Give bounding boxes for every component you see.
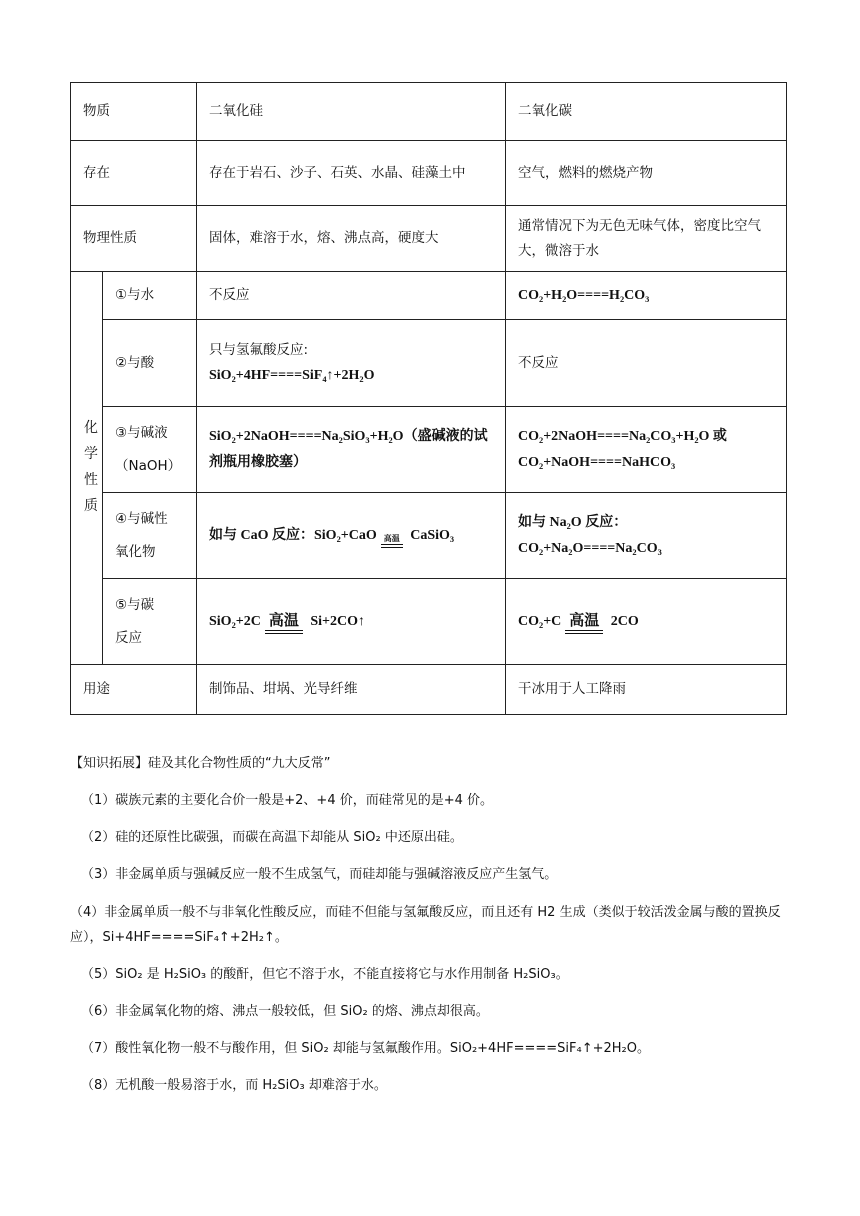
header-substance: 物质 bbox=[71, 83, 197, 141]
note-item: （8）无机酸一般易溶于水，而 H₂SiO₃ 却难溶于水。 bbox=[81, 1078, 387, 1093]
basic-oxide-co2-line2: CO₂+Na₂O====Na₂CO₃ bbox=[518, 540, 662, 556]
table-row-carbon bbox=[71, 579, 787, 665]
basic-oxide-sio2-post: CaSiO₃ bbox=[410, 527, 455, 543]
double-bar bbox=[381, 544, 403, 548]
chem-label-basic-oxide bbox=[103, 493, 197, 579]
table-row-header bbox=[71, 83, 787, 141]
table-row-alkali bbox=[71, 407, 787, 493]
chem-label-alkali bbox=[103, 407, 197, 493]
double-bar bbox=[265, 630, 303, 634]
note-item: （4）非金属单质一般不与非氧化性酸反应，而硅不但能与氢氟酸反应，而且还有 H2 生成（类似于较活泼金属与酸的置换反应），Si+4HF====SiF₄↑+2H₂↑。 bbox=[70, 905, 781, 945]
alkali-sio2: SiO₂+2NaOH====Na₂SiO₃+H₂O（盛碱液的试剂瓶用橡胶塞） bbox=[197, 407, 506, 493]
condition-label: 高温 bbox=[268, 613, 299, 630]
chem-label-carbon-line1: ⑤与碳 bbox=[115, 596, 155, 613]
header-sio2: 二氧化硅 bbox=[197, 83, 506, 141]
high-temp-condition bbox=[381, 535, 403, 548]
row-label-existence: 存在 bbox=[71, 141, 197, 206]
header-co2: 二氧化碳 bbox=[506, 83, 787, 141]
water-co2: CO₂+H₂O====H₂CO₃ bbox=[506, 272, 787, 320]
alkali-co2 bbox=[506, 407, 787, 493]
chem-property-text: 化学性质 bbox=[84, 420, 98, 514]
basic-oxide-co2 bbox=[506, 493, 787, 579]
table-row-existence bbox=[71, 141, 787, 206]
use-sio2: 制饰品、坩埚、光导纤维 bbox=[197, 665, 506, 715]
carbon-sio2-post: Si+2CO↑ bbox=[310, 613, 366, 629]
chem-label-basic-oxide-line2: 氧化物 bbox=[115, 543, 156, 560]
double-bar bbox=[565, 630, 603, 634]
chem-label-water: ①与水 bbox=[103, 272, 197, 320]
chem-label-carbon-line2: 反应 bbox=[115, 629, 142, 646]
high-temp-condition bbox=[265, 614, 303, 634]
chem-label-carbon bbox=[103, 579, 197, 665]
chem-label-basic-oxide-line1: ④与碱性 bbox=[115, 510, 168, 527]
physical-co2: 通常情况下为无色无味气体，密度比空气大，微溶于水 bbox=[506, 206, 787, 272]
acid-sio2-line1: 只与氢氟酸反应: bbox=[209, 341, 309, 358]
carbon-co2-post: 2CO bbox=[610, 613, 639, 629]
alkali-co2-line1: CO₂+2NaOH====Na₂CO₃+H₂O 或 bbox=[518, 428, 727, 444]
note-item: （6）非金属氧化物的熔、沸点一般较低，但 SiO₂ 的熔、沸点却很高。 bbox=[81, 1004, 489, 1019]
row-label-physical: 物理性质 bbox=[71, 206, 197, 272]
basic-oxide-co2-line1: 如与 Na₂O 反应： bbox=[518, 514, 628, 530]
existence-sio2: 存在于岩石、沙子、石英、水晶、硅藻土中 bbox=[197, 141, 506, 206]
note-item: （2）硅的还原性比碳强，而碳在高温下却能从 SiO₂ 中还原出硅。 bbox=[81, 830, 463, 845]
use-co2: 干冰用于人工降雨 bbox=[506, 665, 787, 715]
table-row-physical bbox=[71, 206, 787, 272]
table-row-basic-oxide bbox=[71, 493, 787, 579]
acid-sio2 bbox=[197, 320, 506, 407]
comparison-table bbox=[70, 82, 787, 715]
chem-property-label bbox=[71, 272, 103, 665]
note-item: （7）酸性氧化物一般不与酸作用，但 SiO₂ 却能与氢氟酸作用。SiO₂+4HF====SiF₄↑+2H₂O。 bbox=[81, 1041, 650, 1056]
table-row-use bbox=[71, 665, 787, 715]
note-item: （1）碳族元素的主要化合价一般是+2、+4 价，而硅常见的是+4 价。 bbox=[81, 793, 494, 808]
water-sio2: 不反应 bbox=[197, 272, 506, 320]
note-item: （5）SiO₂ 是 H₂SiO₃ 的酸酐，但它不溶于水，不能直接将它与水作用制备 H₂SiO₃。 bbox=[81, 967, 569, 982]
table-row-water bbox=[71, 272, 787, 320]
chem-label-alkali-line2: （NaOH） bbox=[115, 457, 182, 474]
chem-label-alkali-line1: ③与碱液 bbox=[115, 424, 168, 441]
row-label-use: 用途 bbox=[71, 665, 197, 715]
condition-label: 高温 bbox=[383, 534, 400, 544]
table-row-acid bbox=[71, 320, 787, 407]
carbon-co2 bbox=[506, 579, 787, 665]
basic-oxide-sio2-pre: 如与 CaO 反应：SiO₂+CaO bbox=[209, 527, 377, 543]
carbon-sio2 bbox=[197, 579, 506, 665]
chem-label-acid: ②与酸 bbox=[103, 320, 197, 407]
notes-title: 【知识拓展】硅及其化合物性质的“九大反常” bbox=[70, 756, 331, 771]
carbon-sio2-pre: SiO₂+2C bbox=[209, 613, 261, 629]
existence-co2: 空气，燃料的燃烧产物 bbox=[506, 141, 787, 206]
carbon-co2-pre: CO₂+C bbox=[518, 613, 562, 629]
acid-co2: 不反应 bbox=[506, 320, 787, 407]
physical-sio2: 固体，难溶于水，熔、沸点高，硬度大 bbox=[197, 206, 506, 272]
acid-sio2-line2: SiO₂+4HF====SiF₄↑+2H₂O bbox=[209, 367, 375, 383]
condition-label: 高温 bbox=[569, 613, 600, 630]
high-temp-condition bbox=[565, 614, 603, 634]
knowledge-notes bbox=[70, 752, 787, 1111]
alkali-co2-line2: CO₂+NaOH====NaHCO₃ bbox=[518, 454, 676, 470]
note-item: （3）非金属单质与强碱反应一般不生成氢气，而硅却能与强碱溶液反应产生氢气。 bbox=[81, 867, 558, 882]
basic-oxide-sio2 bbox=[197, 493, 506, 579]
